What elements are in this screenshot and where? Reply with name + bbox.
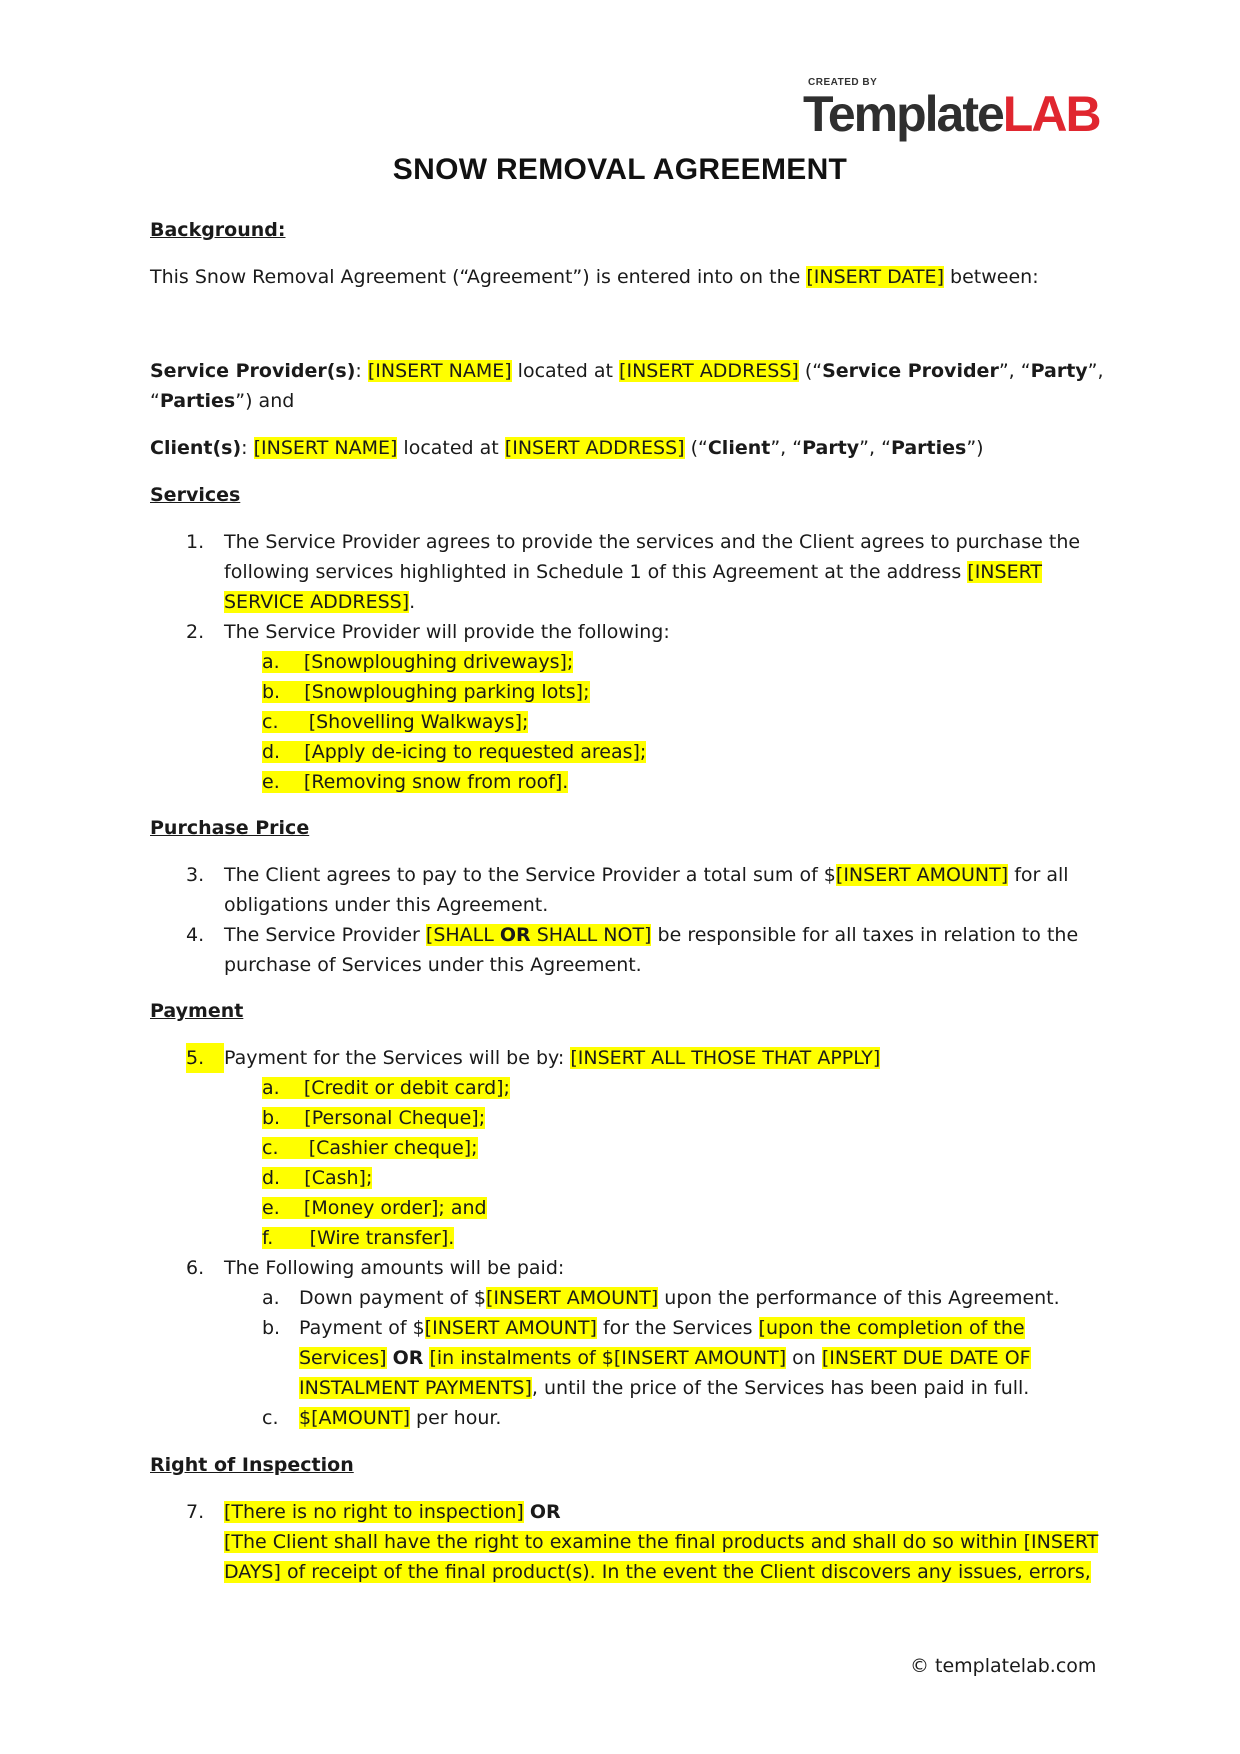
purchase-item3-line2: obligations under this Agreement. [224,894,549,916]
list-item: f. [Wire transfer]. [262,1227,455,1249]
services-item2: The Service Provider will provide the following: [224,621,670,643]
templatelab-logo [803,72,1103,142]
list-item: d. [Apply de-icing to requested areas]; [262,741,647,763]
provider-address-placeholder: [INSERT ADDRESS] [619,360,799,382]
services-item1-line1: The Service Provider agrees to provide the services and the Client agrees to purchase the [224,531,1081,553]
purchase-item4-line2: purchase of Services under this Agreement. [224,954,642,976]
list-number: 6. [186,1257,205,1279]
payment-item6-a: Down payment of $[INSERT AMOUNT] upon the performance of this Agreement. [299,1287,1060,1309]
payment-item6-b-line3: INSTALMENT PAYMENTS], until the price of the Services has been paid in full. [299,1377,1030,1399]
services-item1-line2: following services highlighted in Schedule 1 of this Agreement at the address [INSERT [224,561,1043,583]
list-number: 4. [186,924,205,946]
list-item: a. [Snowploughing driveways]; [262,651,574,673]
inspection-line2: [The Client shall have the right to examine the final products and shall do so within [INSERT [224,1531,1099,1553]
payment-item6: The Following amounts will be paid: [224,1257,565,1279]
logo-wordmark [803,84,1100,144]
list-item: c. [Shovelling Walkways]; [262,711,529,733]
client-name-placeholder: [INSERT NAME] [253,437,398,459]
list-item: a. [Credit or debit card]; [262,1077,510,1099]
amount-placeholder: [INSERT AMOUNT] [835,864,1009,886]
payment-item6-b-line2: Services] OR [in instalments of $[INSERT AMOUNT] on [INSERT DUE DATE OF [299,1347,1031,1369]
list-number: 3. [186,864,205,886]
payment-methods-placeholder: [INSERT ALL THOSE THAT APPLY] [570,1047,881,1069]
list-number: 5. [186,1043,224,1073]
logo-created-by: CREATED BY [808,77,878,88]
shall-placeholder: [SHALL OR SHALL NOT] [425,924,652,946]
payment-item5: Payment for the Services will be by: [INSERT ALL THOSE THAT APPLY] [224,1047,881,1069]
list-letter: b. [262,1317,281,1339]
service-address-placeholder: [INSERT [967,561,1043,583]
logo-part-lab: LAB [1002,86,1100,142]
list-number: 1. [186,531,205,553]
payment-item6-b-line1: Payment of $[INSERT AMOUNT] for the Services [upon the completion of the [299,1317,1025,1339]
list-letter: c. [262,1407,279,1429]
service-provider-line-2: “Parties”) and [150,390,295,412]
client-address-placeholder: [INSERT ADDRESS] [504,437,685,459]
list-number: 7. [186,1501,205,1523]
purchase-item3-line1: The Client agrees to pay to the Service Provider a total sum of $[INSERT AMOUNT] for all [224,864,1069,886]
page-title: SNOW REMOVAL AGREEMENT [392,153,848,186]
purchase-item4-line1: The Service Provider [SHALL OR SHALL NOT] be responsible for all taxes in relation to the [224,924,1079,946]
service-provider-line: Service Provider(s): [INSERT NAME] located at [INSERT ADDRESS] (“Service Provider”, “Party”, [150,360,1104,382]
list-item: b. [Snowploughing parking lots]; [262,681,590,703]
list-number: 2. [186,621,205,643]
list-item: e. [Removing snow from roof]. [262,771,569,793]
payment-heading: Payment [150,1000,244,1022]
background-intro: This Snow Removal Agreement (“Agreement”) is entered into on the [INSERT DATE] between: [150,266,1039,288]
inspection-heading: Right of Inspection [150,1454,354,1476]
list-item: e. [Money order]; and [262,1197,487,1219]
list-item: c. [Cashier cheque]; [262,1137,478,1159]
date-placeholder: [INSERT DATE] [806,266,944,288]
list-item: d. [Cash]; [262,1167,373,1189]
background-heading: Background: [150,219,286,241]
services-heading: Services [150,484,241,506]
list-item: b. [Personal Cheque]; [262,1107,486,1129]
list-letter: a. [262,1287,280,1309]
payment-item6-c: $[AMOUNT] per hour. [299,1407,502,1429]
services-item1-line3: SERVICE ADDRESS]. [224,591,416,613]
logo-part-template: Template [803,86,1003,142]
client-line: Client(s): [INSERT NAME] located at [INSERT ADDRESS] (“Client”, “Party”, “Parties”) [150,437,984,459]
provider-name-placeholder: [INSERT NAME] [367,360,512,382]
footer-copyright: © templatelab.com [910,1655,1097,1677]
inspection-line3: DAYS] of receipt of the final product(s). In the event the Client discovers any issues, errors, [224,1561,1091,1583]
purchase-price-heading: Purchase Price [150,817,310,839]
inspection-line1: [There is no right to inspection] OR [224,1501,561,1523]
